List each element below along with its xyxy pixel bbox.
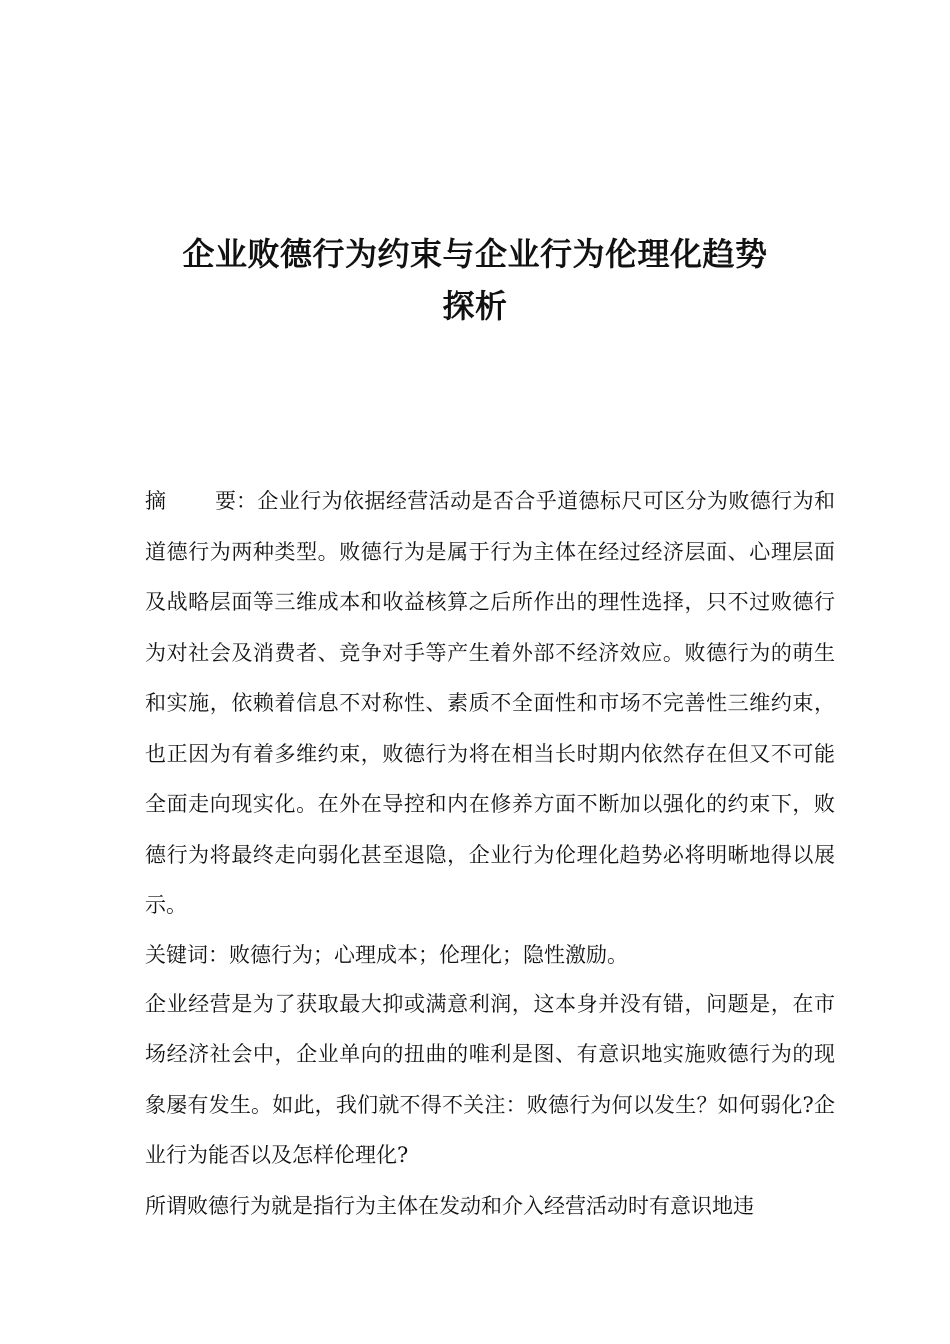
document-body [145, 476, 835, 1231]
title-line-2: 探析 [442, 287, 508, 325]
abstract-label [145, 476, 257, 527]
body-paragraph-2: 所谓败德行为就是指行为主体在发动和介入经营活动时有意识地违 [145, 1193, 754, 1218]
abstract-text: 企业行为依据经营活动是否合乎道德标尺可区分为败德行为和道德行为两种类型。败德行为是属于行为主体在经过经济层面、心理层面及战略层面等三维成本和收益核算之后所作出的理性选择，只不过败德行为对社会及消费者、竞争对手等产生着外部不经济效应。败德行为的萌生和实施，依赖着信息不对称性、素质不全面性和市场不完善性三维约束，也正因为有着多维约束，败德行为将在相当长时期内依然存在但又不可能全面走向现实化。在外在导控和内在修养方面不断加以强化的约束下，败德行为将最终走向弱化甚至退隐，企业行为伦理化趋势必将明晰地得以展示。 [145, 489, 835, 917]
body-paragraph-1: 企业经营是为了获取最大抑或满意利润，这本身并没有错，问题是，在市场经济社会中，企业单向的扭曲的唯利是图、有意识地实施败德行为的现象屡有发生。如此，我们就不得不关注：败德行为何以发生？如何弱化?企业行为能否以及怎样伦理化? [145, 991, 835, 1167]
abstract-label-char2: 要： [215, 489, 257, 513]
document-title [120, 228, 830, 332]
abstract-paragraph [145, 476, 835, 931]
title-line-1: 企业败德行为约束与企业行为伦理化趋势 [182, 235, 768, 273]
abstract-label-char1: 摘 [145, 489, 166, 513]
keywords-line: 关键词：败德行为；心理成本；伦理化；隐性激励。 [145, 942, 628, 967]
